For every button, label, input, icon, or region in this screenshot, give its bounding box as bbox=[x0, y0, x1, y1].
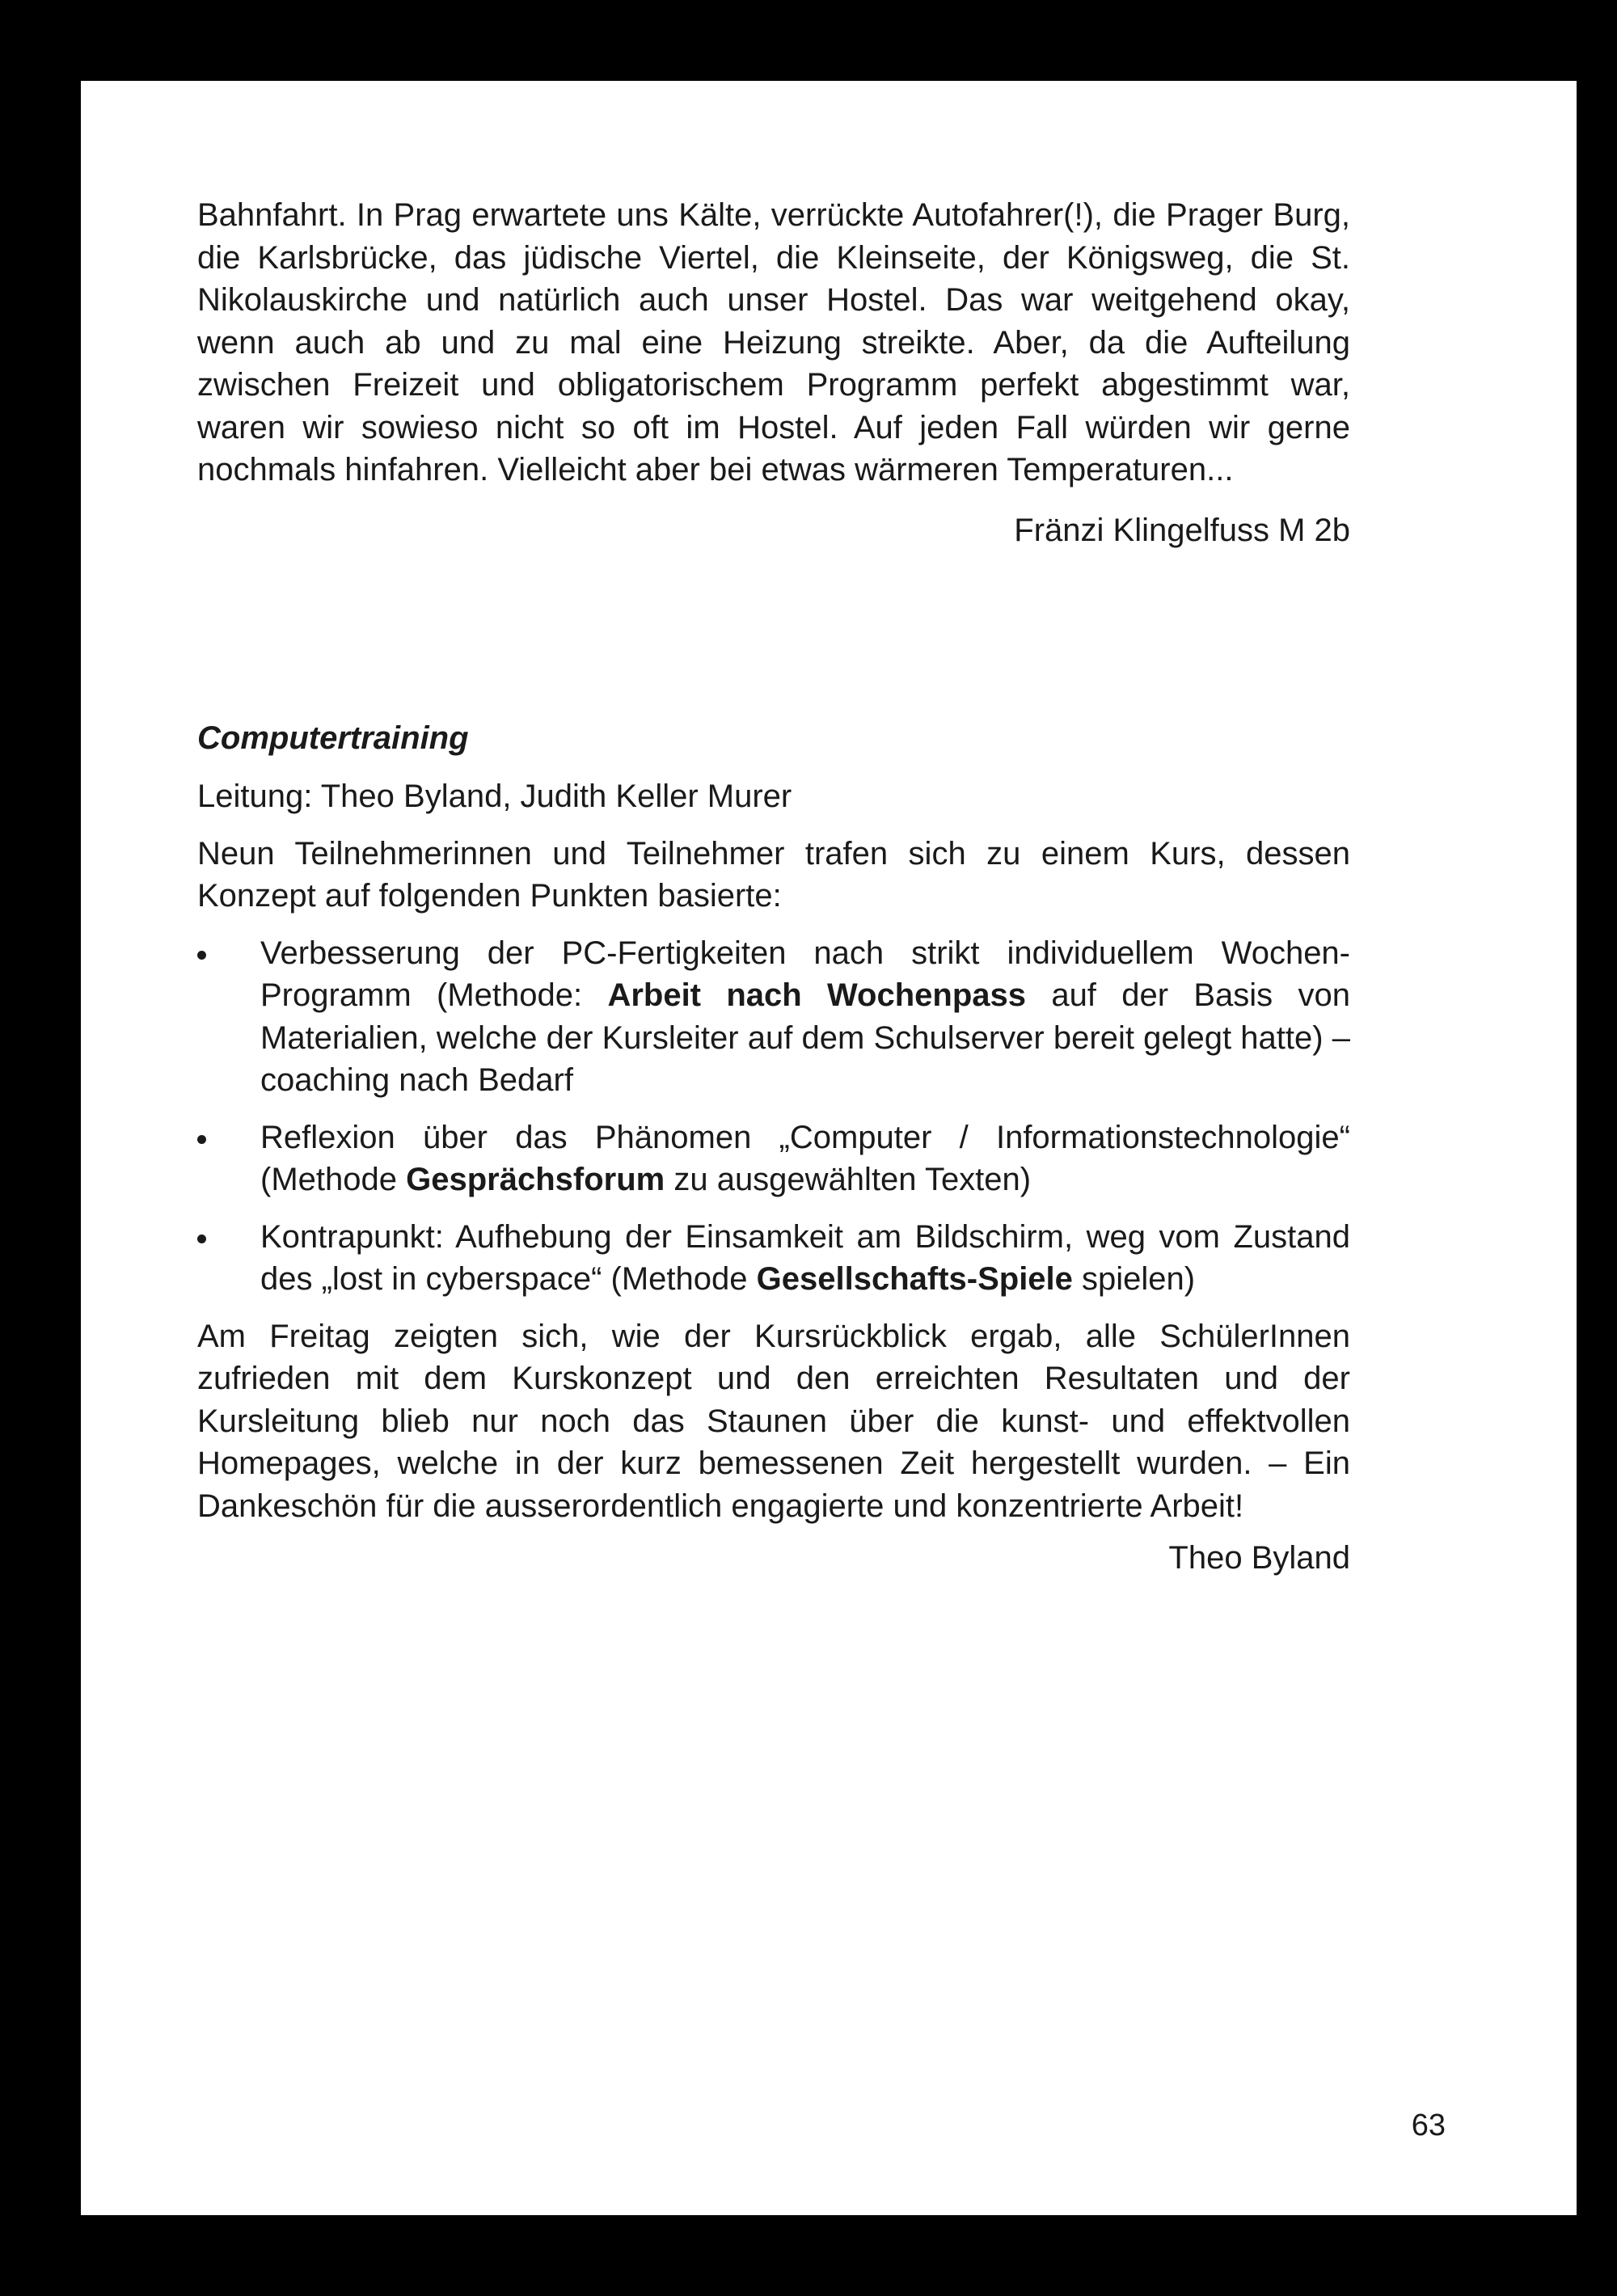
bullet-text: Kontrapunkt: Aufhebung der Einsamkeit am Bildschirm, weg vom Zustand des „lost in cyberspace“ (Methode bbox=[260, 1218, 1350, 1297]
course-intro-paragraph: Neun Teilnehmerinnen und Teilnehmer trafen sich zu einem Kurs, dessen Konzept auf folgenden Punkten basierte: bbox=[197, 835, 1350, 914]
bullet-text: Verbesserung der PC-Fertigkeiten nach strikt individuellem Wochen-Programm (Methode: bbox=[260, 935, 1350, 1013]
bullet-text: zu ausgewählten Texten) bbox=[665, 1162, 1032, 1197]
document-page bbox=[81, 81, 1577, 2215]
page-number: 63 bbox=[1411, 2108, 1446, 2142]
course-report-signature: Theo Byland bbox=[1168, 1540, 1350, 1576]
bullet-method-bold: Gesellschafts-Spiele bbox=[756, 1261, 1073, 1297]
bullet-text: spielen) bbox=[1072, 1261, 1196, 1297]
concept-bullet-list bbox=[197, 932, 1350, 1301]
bullet-text: auf der Basis von Materialien, welche der Kursleiter auf dem Schulserver bereit gelegt hatte) – coaching nach Bedarf bbox=[260, 977, 1350, 1098]
bullet-dot-icon bbox=[197, 951, 206, 960]
prague-report-signature: Fränzi Klingelfuss M 2b bbox=[1014, 512, 1350, 548]
prague-report-paragraph: Bahnfahrt. In Prag erwartete uns Kälte, verrückte Autofahrer(!), die Prager Burg, die Karlsbrücke, das jüdische Viertel, die Kleinseite, der Königsweg, die St. Nikolauskirche und natürlich auch unser Hostel. Das war weitgehend okay, wenn auch ab und zu mal eine Heizung streikte. Aber, da die Aufteilung zwischen Freizeit und obligatorischem Programm perfekt abgestimmt war, waren wir sowieso nicht so oft im Hostel. Auf jeden Fall würden wir gerne nochmals hinfahren. Vielleicht aber bei etwas wärmeren Temperaturen... bbox=[197, 197, 1350, 487]
bullet-dot-icon bbox=[197, 1135, 206, 1144]
leitung-line: Leitung: Theo Byland, Judith Keller Murer bbox=[197, 779, 792, 814]
list-item bbox=[197, 1216, 1350, 1301]
section-title: Computertraining bbox=[197, 720, 469, 756]
bullet-method-bold: Arbeit nach Wochenpass bbox=[607, 977, 1026, 1013]
bullet-text: Reflexion über das Phänomen „Computer / Informationstechnologie“ (Methode bbox=[260, 1119, 1350, 1197]
page-content bbox=[197, 194, 1350, 1580]
bullet-dot-icon bbox=[197, 1235, 206, 1243]
list-item bbox=[197, 1116, 1350, 1201]
list-item bbox=[197, 932, 1350, 1102]
bullet-method-bold: Gesprächsforum bbox=[406, 1162, 665, 1197]
course-outro-paragraph: Am Freitag zeigten sich, wie der Kursrückblick ergab, alle SchülerInnen zufrieden mit dem Kurskonzept und den erreichten Resultaten und der Kursleitung blieb nur noch das Staunen über die kunst- und effektvollen Homepages, welche in der kurz bemessenen Zeit hergestellt wurden. – Ein Dankeschön für die ausserordentlich engagierte und konzentrierte Arbeit! bbox=[197, 1318, 1350, 1524]
